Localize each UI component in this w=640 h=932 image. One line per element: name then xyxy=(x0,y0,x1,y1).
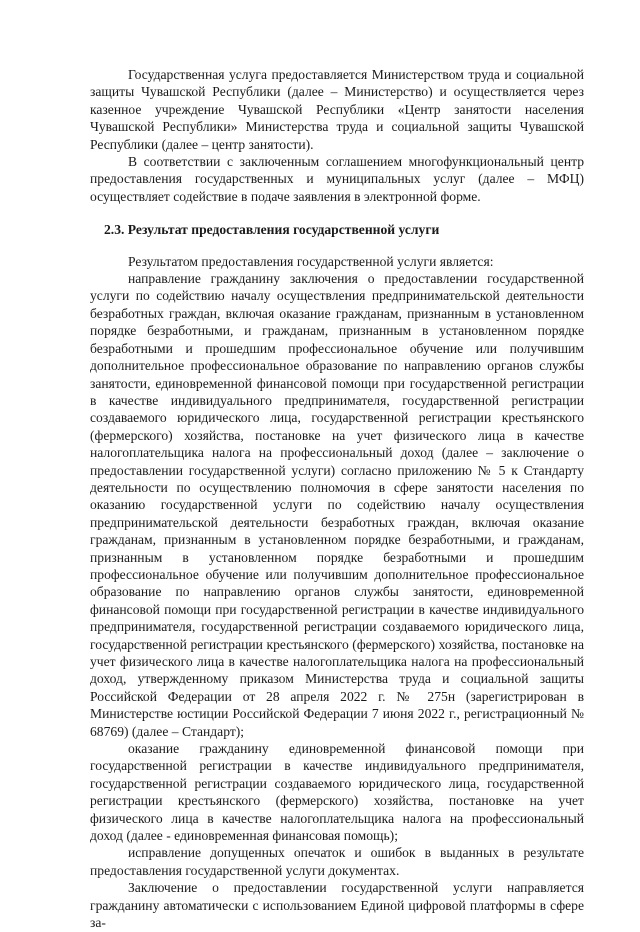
paragraph-conclusion-delivery: Заключение о предоставлении государственной услуги направляется гражданину автоматически с использованием Единой цифровой платформы в сфере за- xyxy=(90,880,584,931)
paragraph-result-financial-aid: оказание гражданину единовременной финансовой помощи при государственной регистрации в качестве индивидуального предпринимателя, государственной регистрации создаваемого юридического лица, государственной регистрации крестьянского (фермерского) хозяйства, постановке на учет физического лица в качестве налогоплательщика налога на профессиональный доход (далее - единовременная финансовая помощь); xyxy=(90,741,584,844)
paragraph-result-conclusion: направление гражданину заключения о предоставлении государственной услуги по содействию началу осуществления предпринимательской деятельности безработных граждан, включая оказание гражданам, признанным в установленном порядке безработными, и гражданам, признанным в установленном порядке безработными и прошедшим профессиональное обучение или получившим дополнительное профессиональное образование по направлению органов службы занятости, единовременной финансовой помощи при государственной регистрации в качестве индивидуального предпринимателя, государственной регистрации создаваемого юридического лица, государственной регистрации крестьянского (фермерского) хозяйства, постановке на учет физического лица в качестве налогоплательщика налога на профессиональный доход (далее – заключение о предоставлении государственной услуги) согласно приложению № 5 к Стандарту деятельности по осуществлению полномочия в сфере занятости населения по оказанию государственной услуги по содействию началу осуществления предпринимательской деятельности безработных граждан, включая оказание гражданам, признанным в установленном порядке безработными, и гражданам, признанным в установленном порядке безработными и прошедшим профессиональное обучение или получившим дополнительное профессиональное образование по направлению органов службы занятости, единовременной финансовой помощи при государственной регистрации в качестве индивидуального предпринимателя, государственной регистрации создаваемого юридического лица, государственной регистрации крестьянского (фермерского) хозяйства, постановке на учет физического лица в качестве налогоплательщика налога на профессиональный доход, утвержденному приказом Министерства труда и социальной защиты Российской Федерации от 28 апреля 2022 г. № 275н (зарегистрирован в Министерстве юстиции Российской Федерации 7 июня 2022 г., регистрационный № 68769) (далее – Стандарт); xyxy=(90,271,584,739)
paragraph-result-intro: Результатом предоставления государственной услуги является: xyxy=(128,253,494,269)
paragraph-result-corrections: исправление допущенных опечаток и ошибок в выданных в результате предоставления государственной услуги документах. xyxy=(90,845,584,878)
paragraph-mfc: В соответствии с заключенным соглашением многофункциональный центр предоставления государственных и муниципальных услуг (далее – МФЦ) осуществляет содействие в подаче заявления в электронной форме. xyxy=(90,154,584,204)
document-body xyxy=(90,66,584,932)
paragraph-provider: Государственная услуга предоставляется Министерством труда и социальной защиты Чувашской Республики (далее – Министерство) и осуществляется через казенное учреждение Чувашской Республики «Центр занятости населения Чувашской Республики» Министерства труда и социальной защиты Чувашской Республики (далее – центр занятости). xyxy=(90,67,584,152)
section-heading: 2.3. Результат предоставления государственной услуги xyxy=(104,222,440,238)
